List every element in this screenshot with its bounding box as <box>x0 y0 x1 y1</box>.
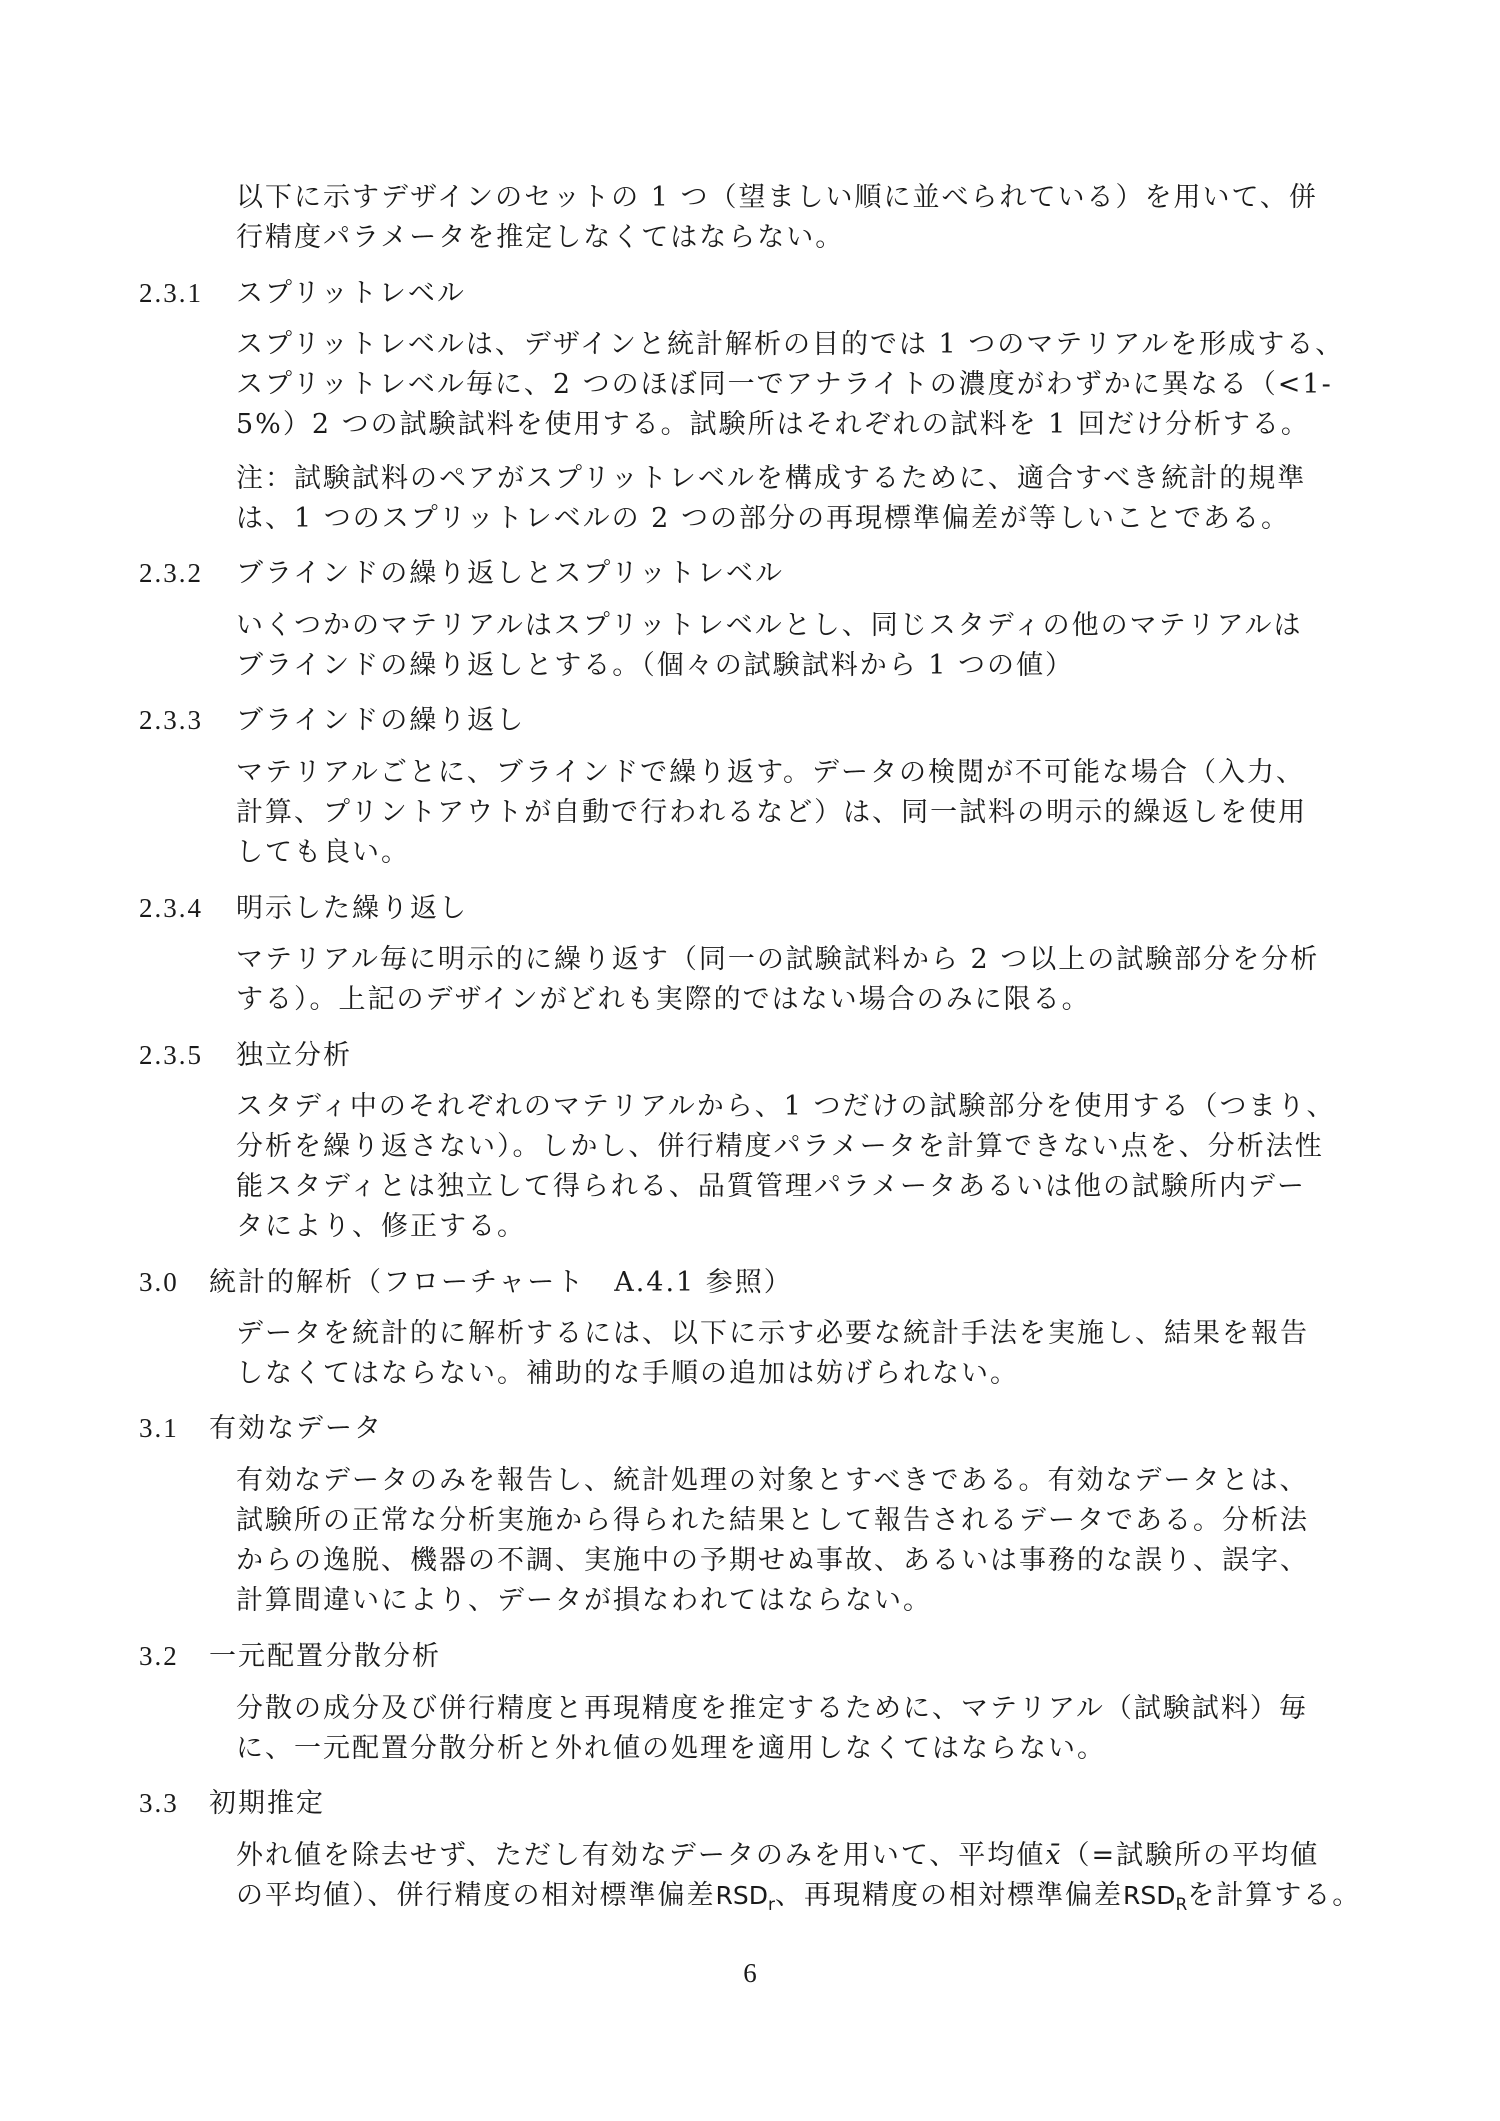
paragraph-2-3-1 <box>236 325 1370 445</box>
text-line: スプリットレベルは、デザインと統計解析の目的では 1 つのマテリアルを形成する、 <box>236 329 1345 360</box>
rsd-base: RSD <box>1123 1881 1176 1910</box>
text-line: タにより、修正する。 <box>236 1211 526 1242</box>
section-number: 3.3 <box>139 1788 179 1818</box>
rsd-R-symbol <box>1123 1881 1188 1915</box>
rsd-subscript: R <box>1175 1895 1188 1915</box>
text-line: 以下に示すデザインのセットの 1 つ（望ましい順に並べられている）を用いて、併 <box>236 182 1318 213</box>
text-line: いくつかのマテリアルはスプリットレベルとし、同じスタディの他のマテリアルは <box>236 610 1303 641</box>
section-heading-3-1 <box>139 1408 383 1449</box>
section-heading-3-0 <box>139 1262 793 1303</box>
text-line: 能スタディとは独立して得られる、品質管理パラメータあるいは他の試験所内デー <box>236 1171 1307 1202</box>
paragraph-2-3-5 <box>236 1087 1370 1247</box>
text-line: しても良い。 <box>236 837 410 868</box>
section-title: 一元配置分散分析 <box>209 1641 441 1672</box>
section-title: 有効なデータ <box>209 1413 383 1444</box>
section-heading-2-3-2 <box>139 553 784 594</box>
section-title: ブラインドの繰り返しとスプリットレベル <box>236 558 785 589</box>
paragraph-3-1 <box>236 1461 1370 1621</box>
text-line: は、1 つのスプリットレベルの 2 つの部分の再現標準偏差が等しいことである。 <box>236 503 1290 534</box>
text-line: 5%）2 つの試験試料を使用する。試験所はそれぞれの試料を 1 回だけ分析する。 <box>236 409 1310 440</box>
intro-paragraph <box>236 178 1370 258</box>
section-title: 初期推定 <box>209 1788 325 1819</box>
paragraph-2-3-3 <box>236 753 1370 873</box>
section-heading-2-3-3 <box>139 700 525 741</box>
section-number: 2.3.2 <box>139 558 203 588</box>
paragraph-3-0 <box>236 1314 1370 1394</box>
section-heading-2-3-4 <box>139 888 468 929</box>
text-line: 試験所の正常な分析実施から得られた結果として報告されるデータである。分析法 <box>236 1505 1309 1536</box>
section-number: 3.1 <box>139 1413 179 1443</box>
section-number: 3.0 <box>139 1267 179 1297</box>
text-line: 計算間違いにより、データが損なわれてはならない。 <box>236 1585 932 1616</box>
section-number: 2.3.3 <box>139 705 203 735</box>
text-line <box>236 1876 1370 1925</box>
text-line: 分散の成分及び併行精度と再現精度を推定するために、マテリアル（試験試料）毎 <box>236 1693 1308 1724</box>
section-title: 明示した繰り返し <box>236 893 468 924</box>
section-title: 統計的解析（フローチャート A.4.1 参照） <box>209 1267 793 1298</box>
text-line: スタディ中のそれぞれのマテリアルから、1 つだけの試験部分を使用する（つまり、 <box>236 1091 1336 1122</box>
note-paragraph-2-3-1 <box>236 459 1370 539</box>
section-title: スプリットレベル <box>236 278 466 309</box>
section-title: ブラインドの繰り返し <box>236 705 526 736</box>
section-heading-3-2 <box>139 1636 441 1677</box>
text-line <box>236 1836 1370 1876</box>
text-run: の平均値）、併行精度の相対標準偏差 <box>236 1880 716 1911</box>
section-heading-2-3-5 <box>139 1035 352 1076</box>
section-heading-2-3-1 <box>139 273 466 314</box>
text-line: しなくてはならない。補助的な手順の追加は妨げられない。 <box>236 1358 1019 1389</box>
text-line: する）。上記のデザインがどれも実際的ではない場合のみに限る。 <box>236 984 1091 1015</box>
text-line: マテリアルごとに、ブラインドで繰り返す。データの検閲が不可能な場合（入力、 <box>236 757 1305 788</box>
text-run: を計算する。 <box>1187 1880 1362 1911</box>
section-number: 2.3.4 <box>139 893 203 923</box>
paragraph-3-3 <box>236 1836 1370 1925</box>
text-line: ブラインドの繰り返しとする。（個々の試験試料から 1 つの値） <box>236 650 1075 681</box>
text-line: 行精度パラメータを推定しなくてはならない。 <box>236 222 845 253</box>
text-line: からの逸脱、機器の不調、実施中の予期せぬ事故、あるいは事務的な誤り、誤字、 <box>236 1545 1309 1576</box>
rsd-r-symbol <box>715 1881 776 1915</box>
section-number: 2.3.5 <box>139 1040 203 1070</box>
mean-symbol: x̄ <box>1045 1840 1063 1871</box>
section-title: 独立分析 <box>236 1040 352 1071</box>
paragraph-2-3-2 <box>236 606 1370 686</box>
text-line: データを統計的に解析するには、以下に示す必要な統計手法を実施し、結果を報告 <box>236 1318 1309 1349</box>
text-line: マテリアル毎に明示的に繰り返す（同一の試験試料から 2 つ以上の試験部分を分析 <box>236 944 1320 975</box>
page-number: 6 <box>743 1958 757 1988</box>
text-line: 分析を繰り返さない）。しかし、併行精度パラメータを計算できない点を、分析法性 <box>236 1131 1324 1162</box>
section-number: 3.2 <box>139 1641 179 1671</box>
text-line: 注：試験試料のペアがスプリットレベルを構成するために、適合すべき統計的規準 <box>236 463 1307 494</box>
section-number: 2.3.1 <box>139 278 203 308</box>
section-heading-3-3 <box>139 1783 325 1824</box>
text-line: に、一元配置分散分析と外れ値の処理を適用しなくてはならない。 <box>236 1733 1106 1764</box>
text-line: スプリットレベル毎に、2 つのほぼ同一でアナライトの濃度がわずかに異なる（<1- <box>236 369 1333 400</box>
paragraph-3-2 <box>236 1689 1370 1769</box>
rsd-subscript: r <box>768 1895 775 1915</box>
text-line: 有効なデータのみを報告し、統計処理の対象とすべきである。有効なデータとは、 <box>236 1465 1309 1496</box>
paragraph-2-3-4 <box>236 940 1370 1020</box>
text-line: 計算、プリントアウトが自動で行われるなど）は、同一試料の明示的繰返しを使用 <box>236 797 1308 828</box>
text-run: 外れ値を除去せず、ただし有効なデータのみを用いて、平均値 <box>236 1840 1046 1871</box>
text-run: （=試験所の平均値 <box>1062 1840 1320 1871</box>
rsd-base: RSD <box>715 1881 768 1910</box>
text-run: 、再現精度の相対標準偏差 <box>775 1880 1123 1911</box>
